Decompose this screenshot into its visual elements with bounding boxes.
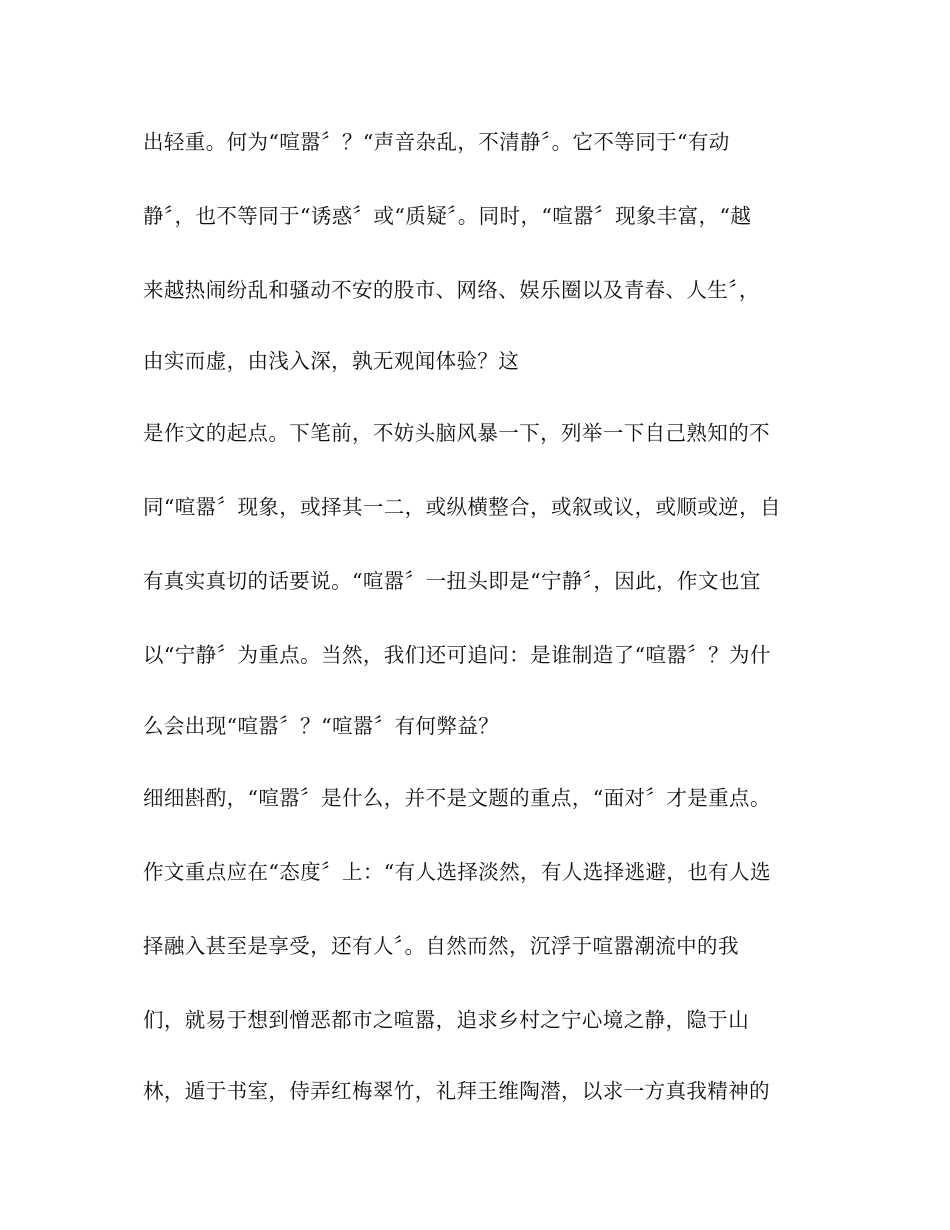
text-line: 来越热闹纷乱和骚动不安的股市、网络、娱乐圈以及青春、人生〞， [143,278,760,302]
text-line: 出轻重。何为“喧嚣〞？“声音杂乱，不清静〞。它不等同于“有动 [143,130,730,154]
text-line: 么会出现“喧嚣〞？“喧嚣〞有何弊益？ [143,714,500,738]
text-line: 作文重点应在“态度〞上：“有人选择淡然，有人选择逃避，也有人选 [143,860,771,884]
text-line: 是作文的起点。下笔前，不妨头脑风暴一下，列举一下自己熟知的不 [143,421,770,445]
text-line: 择融入甚至是享受，还有人〞。自然而然，沉浮于喧嚣潮流中的我 [143,934,739,958]
text-line: 由实而虚，由浅入深，孰无观闻体验？这 [143,349,520,373]
text-line: 林，遁于书室，侍弄红梅翠竹，礼拜王维陶潜，以求一方真我精神的 [143,1079,770,1103]
text-line: 细细斟酌，“喧嚣〞是什么，并不是文题的重点，“面对〞才是重点。 [143,786,771,810]
text-line: 以“宁静〞为重点。当然，我们还可追问：是谁制造了“喧嚣〞？为什 [143,643,771,667]
text-line: 有真实真切的话要说。“喧嚣〞一扭头即是“宁静〞，因此，作文也宜 [143,569,761,593]
text-line: 静〞，也不等同于“诱惑〞或“质疑〞。同时，“喧嚣〞现象丰富，“越 [143,204,752,228]
text-line: 们，就易于想到憎恶都市之喧嚣，追求乡村之宁心境之静，隐于山 [143,1008,750,1032]
text-line: 同“喧嚣〞现象，或择其一二，或纵横整合，或叙或议，或顺或逆，自 [143,495,781,519]
